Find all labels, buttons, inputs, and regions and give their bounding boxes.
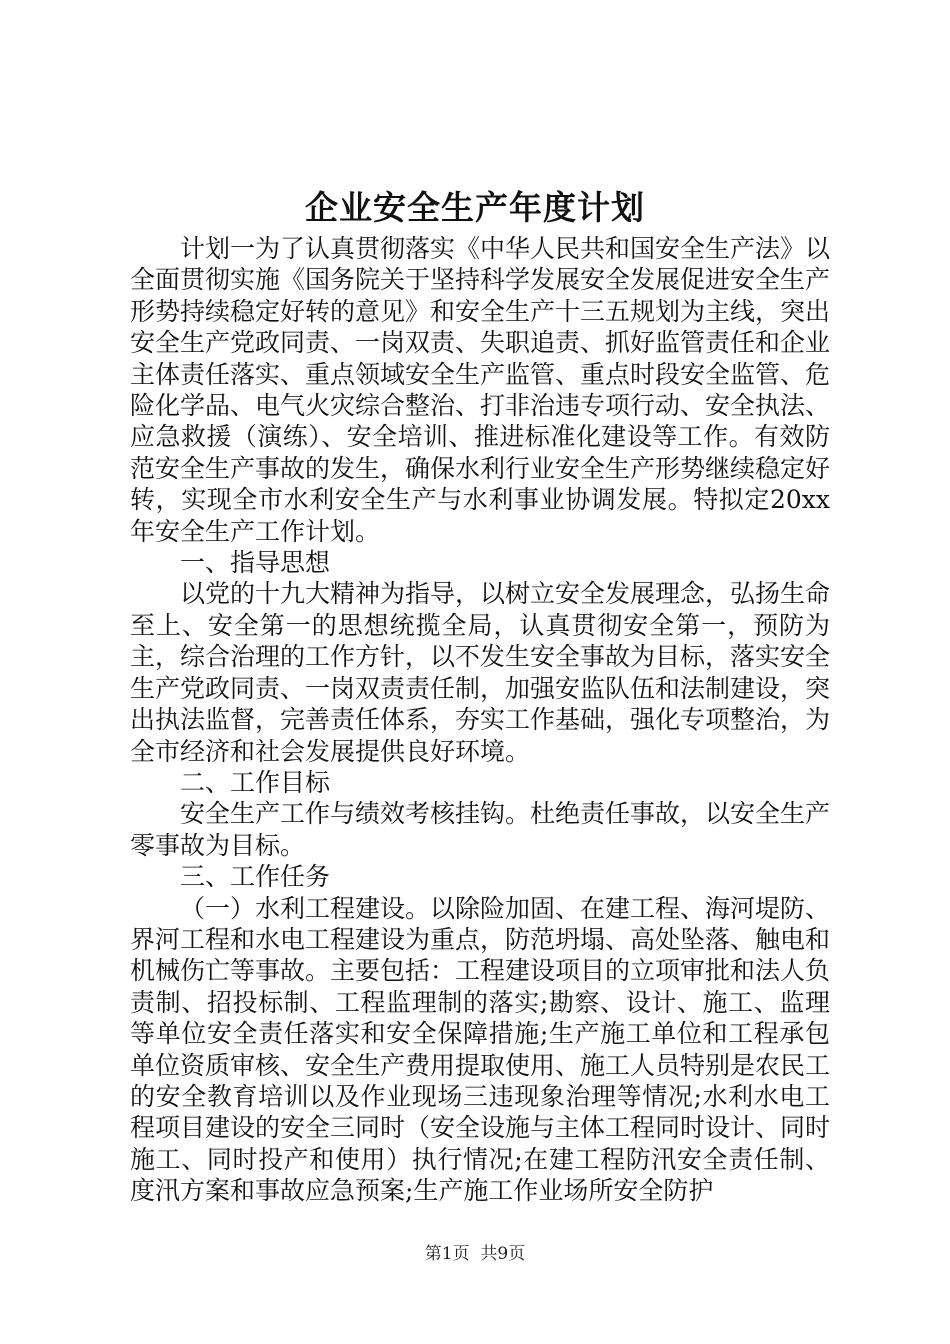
document-body xyxy=(130,233,830,1207)
intro-paragraph: 计划一为了认真贯彻落实《中华人民共和国安全生产法》以全面贯彻实施《国务院关于坚持科学发展安全发展促进安全生产形势持续稳定好转的意见》和安全生产十三五规划为主线，突出安全生产党政同责、一岗双责、失职追责、抓好监管责任和企业主体责任落实、重点领域安全生产监管、重点时段安全监管、危险化学品、电气火灾综合整治、打非治违专项行动、安全执法、应急救援（演练）、安全培训、推进标准化建设等工作。有效防范安全生产事故的发生，确保水利行业安全生产形势继续稳定好转，实现全市水利安全生产与水利事业协调发展。特拟定20xx年安全生产工作计划。 xyxy=(130,234,831,546)
work-goal-paragraph: 安全生产工作与绩效考核挂钩。杜绝责任事故，以安全生产零事故为目标。 xyxy=(130,799,831,860)
page-number: 第1页 共9页 xyxy=(424,1244,526,1264)
page-footer xyxy=(0,1243,950,1265)
section-heading-guiding-thought: 一、指导思想 xyxy=(180,548,331,578)
section-heading-work-goal: 二、工作目标 xyxy=(180,767,331,797)
document-title: 企业安全生产年度计划 xyxy=(305,188,645,227)
work-tasks-paragraph: （一）水利工程建设。以除险加固、在建工程、海河堤防、界河工程和水电工程建设为重点，防范坍塌、高处坠落、触电和机械伤亡等事故。主要包括：工程建设项目的立项审批和法人负责制、招投标制、工程监理制的落实;勘察、设计、施工、监理等单位安全责任落实和安全保障措施;生产施工单位和工程承包单位资质审核、安全生产费用提取使用、施工人员特别是农民工的安全教育培训以及作业现场三违现象治理等情况;水利水电工程项目建设的安全三同时（安全设施与主体工程同时设计、同时施工、同时投产和使用）执行情况;在建工程防汛安全责任制、度汛方案和事故应急预案;生产施工作业场所安全防护 xyxy=(130,893,831,1206)
section-heading-work-tasks: 三、工作任务 xyxy=(180,862,331,892)
guiding-thought-paragraph: 以党的十九大精神为指导，以树立安全发展理念，弘扬生命至上、安全第一的思想统揽全局，认真贯彻安全第一，预防为主，综合治理的工作方针，以不发生安全事故为目标，落实安全生产党政同责、一岗双责责任制，加强安监队伍和法制建设，突出执法监督，完善责任体系，夯实工作基础，强化专项整治，为全市经济和社会发展提供良好环境。 xyxy=(130,579,831,766)
